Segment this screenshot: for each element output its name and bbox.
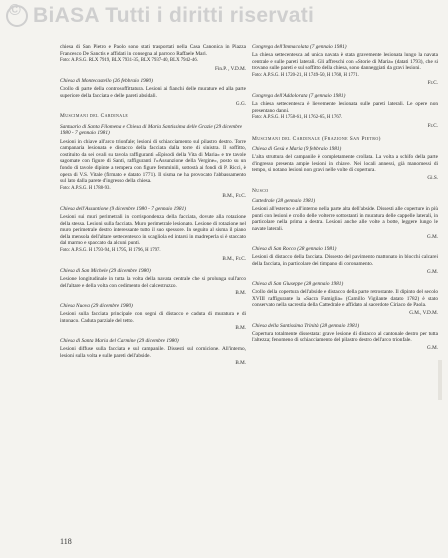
- entry-text: Lesione longitudinale in tutta la volta della navata centrale che si prolunga sull'arco dell'altare e della volta con cedimento del calcestruzzo.: [60, 276, 246, 289]
- entry-signature: B.M.: [235, 290, 246, 297]
- entry-text: L'alta struttura del campanile è completamente crollata. La volta a schifo della parte d'ingresso presenta ampie lesioni in chiave. Nei locali annessi, già manomessi di tempo, si notano lesioni non gravi nelle volte di copertura.: [252, 154, 438, 174]
- entry-signature: Fin.P. , V.D.M.: [215, 65, 246, 72]
- entry-signature: B.M., Fr.C.: [222, 193, 246, 200]
- entry: [252, 246, 438, 275]
- entry-photo-refs: Foto: A.P.S.G. H 1788-93.: [60, 185, 111, 191]
- entry-photo-refs: Foto: A.P.S.G. H 1720-21, H 1749-50, H 1768, H 1771.: [252, 72, 360, 78]
- right-column: [252, 44, 438, 357]
- entry-title: Chiesa di Montecastello (26 febbraio 1980): [60, 78, 153, 85]
- entry-photo-refs: Foto: A.P.S.G. H 1793-94, H 1795, H 1796, H 1797.: [60, 247, 161, 253]
- entry-signature: Fr.C.: [427, 122, 438, 129]
- entry-signature: G.M.: [427, 233, 438, 240]
- entry-text: Lesioni diffuse sulla facciata e sul campanile. Dissesti sul cornicione. All'interno, lesioni sulla volta e sulle pareti dell'abside.: [60, 345, 246, 359]
- watermark-text: BiASA Tutti i diritti riservati: [33, 4, 315, 27]
- entry-text: Lesioni di distacco della facciata. Dissesto del pavimento mattonato in blocchi calcarei della facciata, in particolare dei timpano di coronamento.: [252, 254, 438, 267]
- entry-signature: G.G.: [235, 100, 246, 107]
- entry-title: Congrega dell'Addolorata (7 gennaio 1981): [252, 93, 346, 100]
- entry-title: Chiesa di Gesù e Maria (9 febbraio 1981): [252, 146, 342, 153]
- entry-title: Santuario di Santa Filomena e Chiesa di Maria Santissima delle Grazie (29 dicembre 1980 - 7 gennaio 1981): [60, 123, 242, 137]
- entry: [60, 44, 246, 72]
- entry-signature: B.M., Fr.C.: [222, 255, 246, 262]
- entry: [60, 78, 246, 107]
- watermark: [0, 0, 448, 32]
- entry-text: Crollo di parte della controsoffittatura. Lesioni ai fianchi delle murature ed alla parte superiore della facciata e delle pareti absidali.: [60, 86, 246, 100]
- entry: [252, 44, 438, 87]
- entry-title: Chiesa Nuova (29 dicembre 1980): [60, 303, 133, 309]
- section-heading: Nusco: [252, 187, 269, 194]
- entry: [252, 146, 438, 181]
- entry-text: Lesioni sulla facciata principale con segni di distacco e caduta di muratura e di intonaco. Caduta parziale del tetto.: [60, 311, 246, 324]
- left-column: [60, 44, 246, 373]
- entry-title: Chiesa di Santa Maria del Carmine (29 dicembre 1980): [60, 337, 179, 344]
- entry-signature: B.M.: [235, 325, 246, 332]
- entry: [252, 198, 438, 240]
- entry-text: La chiesa settecentesca è lievemente lesionata sulle pareti laterali. Le opere non presentano danni.: [252, 101, 438, 114]
- entry-text: La chiesa settecentesca ad unica navata è stata gravemente lesionata lungo la navata centrale e sulle pareti laterali. Gli affreschi con «Storie di Maria» (datati 1793), che si trovano sulle pareti e sul soffitto della chiesa, sono danneggiati da gravi lesioni.: [252, 52, 438, 72]
- entry-photo-refs: Foto: A.P.S.G. RLX 7919, BLX 7931-35, BLX 7937-40, BLX 7942-46.: [60, 58, 198, 64]
- entry-text: chiesa di San Pietro e Paolo sono stati trasportati nella Casa Canonica in Piazza Francesco De Sanctis e affidati in consegna al parroco Raffaele Mari.: [60, 44, 246, 57]
- entry: [252, 281, 438, 316]
- entry-text: Crollo della copertura dell'abside e distacco della parte retrostante. Il dipinto del secolo XVIII raffigurante la «Sacra Famiglia» (Camillo Vigilante datato 1782) è stato conservato nella sacrestia della Cattedrale e affidato al sacerdote Ciriaco de Paola.: [252, 289, 438, 309]
- entry-title: Cattedrale (28 gennaio 1981): [252, 198, 316, 205]
- entry-title: Chiesa di San Rocco (28 gennaio 1981): [252, 246, 337, 253]
- entry: [252, 323, 438, 352]
- entry-signature: G.M., V.D.M.: [409, 310, 438, 316]
- entry-signature: Fr.C.: [427, 80, 438, 87]
- entry-title: Chiesa di San Michele (29 dicembre 1980): [60, 268, 151, 275]
- entry-title: Chiesa di San Giuseppe (28 gennaio 1981): [252, 281, 344, 288]
- entry: [60, 268, 246, 297]
- copyright-logo-icon: [6, 5, 28, 27]
- entry-text: Lesioni sui muri perimetrali in corrispondenza della facciata, dovute alla rotazione della stessa. Lesioni sulla facciata. Muro perimetrale lesionato. Lesione di rotazione nel muro perimetrale destro interessante tutto il suo spessore. In seguito al sisma il piano della mensola dell'altare settecentesco in scagliola ed intarsi in madreperla si è staccato dal marmo e spaccato da alcuni punti.: [60, 213, 246, 247]
- section-heading: Muscimani del Cardinale: [60, 113, 129, 120]
- entry: [60, 338, 246, 367]
- entry-signature: G.M.: [427, 344, 438, 351]
- entry-text: Copertura totalmente dissestata: grave lesione di distacco al cantonale destro per tutta l'altezza; fenomeno di schiacciamento del pilastro destro dell'arco trionfale.: [252, 330, 438, 344]
- entry-text: Lesioni in chiave all'arco trionfale; lesioni di schiacciamento sul pilastro destro. Torre campanaria lesionata e distacco della facciata dalla torre di sinistra. Il soffitto, costituito da sei ovali su tavola raffiguranti «Episodi della Vita di Maria» e tre tavole sagomate con figure di Santi, raffiguranti l'«Assunzione della Vergine», posto su un fondo di tavole dipinte a tempera con figure femminili, sottostà ai fondi di P. Ricci, è opera di V.S. Vitale (firmato e datato 1771). Il sisma ne ha provocato l'abbassamento sul lato dalla parete d'ingresso della chiesa.: [60, 138, 246, 185]
- entry-signature: G.M.: [427, 268, 438, 275]
- page-edge-shadow: [438, 360, 442, 400]
- entry-title: Congrega dell'Immacolata (7 gennaio 1981): [252, 44, 347, 50]
- entry-title: Chiesa della Santissima Trinità (28 gennaio 1981): [252, 322, 360, 329]
- entry: [252, 93, 438, 129]
- entry-signature: Gi.S.: [427, 175, 438, 181]
- entry-photo-refs: Foto: A.P.S.G. H 1758-61, H 1762-65, H 1767.: [252, 115, 343, 121]
- entry: [60, 206, 246, 262]
- entry: [60, 124, 246, 200]
- entry-signature: B.M.: [235, 360, 246, 367]
- entry-title: Chiesa dell'Assuntione (9 dicembre 1980 - 7 gennaio 1981): [60, 205, 186, 212]
- entry: [60, 303, 246, 332]
- entry-text: Lesioni all'esterno e all'interno nella parte alta dell'abside. Dissesti alle coperture in più punti con lesioni e crollo delle volterre sottostanti in muratura delle cappelle laterali, in particolare nella prima a destra. Lesioni anche alle volte a botte, leggere lungo le navate laterali.: [252, 206, 438, 233]
- page-number: 118: [60, 537, 72, 546]
- section-heading: Muscimani del Cardinale (Frazione San Pietro): [252, 135, 381, 142]
